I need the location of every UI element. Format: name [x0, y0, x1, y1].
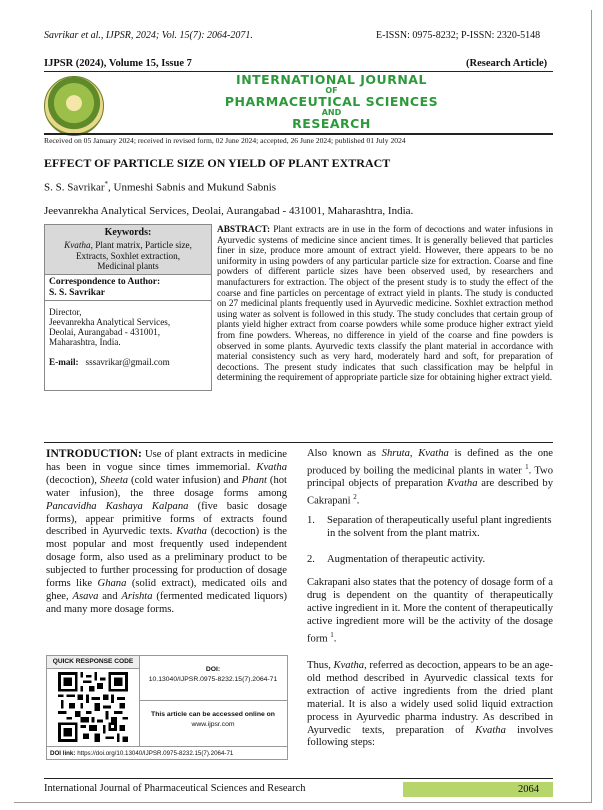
journal-logo-icon [44, 76, 104, 136]
footer-rule [44, 778, 553, 779]
doi-value: 10.13040/IJPSR.0975-8232.15(7).2064-71 [148, 676, 278, 683]
correspondence-address: Deolai, Aurangabad - 431001, [49, 327, 160, 338]
right-paragraph-1 [307, 448, 553, 509]
ref-2[interactable]: 2 [353, 493, 357, 502]
abstract-rule [44, 442, 553, 443]
page-number: 2064 [518, 784, 539, 795]
email-value[interactable]: sssavrikar@gmail.com [85, 356, 170, 367]
term-asava: Asava [72, 590, 99, 602]
correspondence-heading: Correspondence to Author: [45, 274, 211, 288]
qr-info-box [46, 655, 288, 760]
doi-link-label: DOI link: [50, 750, 76, 757]
intro-text-3: (cold water infusion) and [128, 474, 242, 486]
right-text-10: involves following steps: [307, 724, 553, 749]
list-item-2: Augmentation of therapeutic activity. [327, 554, 486, 565]
issue-label: IJPSR (2024), Volume 15, Issue 7 [44, 58, 192, 69]
keywords-line3: Medicinal plants [97, 261, 159, 271]
author-list [44, 180, 276, 194]
header-rule-bottom [44, 133, 553, 135]
right-text-6: Cakrapani also states that the potency of dosage form of a drug is dependent on the quantity of therapeutically active ingredient in it. More the content of therapeutically active ingredient more will be the activity of the dosage form [307, 577, 553, 645]
intro-text-2: (decoction), [46, 474, 100, 486]
abstract [217, 225, 553, 384]
term-kvatha-2: Kvatha [176, 526, 207, 538]
journal-banner-line2: OF [325, 86, 338, 95]
right-paragraph-3 [307, 660, 553, 750]
qr-cell [47, 668, 140, 746]
term-kvatha: Kvatha [256, 461, 287, 473]
correspondence-org: Jeevanrekha Analytical Services, [49, 316, 171, 327]
right-text-7: . [333, 633, 337, 645]
keywords-box [44, 224, 212, 391]
keyword-kvatha: Kvatha [64, 240, 91, 250]
access-url[interactable]: www.ijpsr.com [191, 721, 235, 728]
right-paragraph-2 [307, 577, 553, 646]
ref-1[interactable]: 1 [525, 462, 529, 471]
term-kvatha-3: Kvatha [446, 478, 478, 490]
email-label: E-mail: [49, 356, 79, 367]
doi-link-value[interactable]: https://doi.org/10.13040/IJPSR.0975-8232.15(7).2064-71 [77, 750, 234, 757]
right-text-8: Thus, [307, 660, 334, 671]
right-text-9: , referred as decoction, appears to be an age-old method described in Ayurvedic classical texts for extraction of active ingredients from the dried plant material. It is also a widely used solid liquid extraction process in Ayurvedic pharma industry. As described in Ayurvedic texts, preparation of [307, 660, 553, 736]
qr-access-cell [139, 700, 287, 746]
term-kvatha-5: Kvatha [475, 724, 506, 736]
right-text-4: are described by Cakrapani [307, 478, 553, 507]
running-issn: E-ISSN: 0975-8232; P-ISSN: 2320-5148 [376, 30, 541, 41]
introduction-label: INTRODUCTION: [46, 448, 142, 460]
affiliation: Jeevanrekha Analytical Services, Deolai, Aurangabad - 431001, Maharashtra, India. [44, 205, 414, 217]
right-text-5: . [356, 495, 360, 507]
keywords-list [45, 239, 211, 274]
qr-code-icon[interactable] [58, 672, 128, 742]
intro-text-5: (five basic dosage forms), appear primitive forms of extracts found described in Ayurvedic texts. [46, 500, 287, 538]
corresponding-mark: * [104, 180, 108, 188]
right-text-3: . Two principal objects of preparation [307, 465, 553, 490]
correspondence-name: S. S. Savrikar [45, 288, 211, 301]
running-citation: Savrikar et al., IJPSR, 2024; Vol. 15(7): 2064-2071. [44, 30, 253, 41]
right-text-2: is defined as the one produced by boiling the medicinal plants in water [307, 448, 554, 477]
intro-text-9: (fermented medicated liquors) and many more dosage forms. [46, 590, 287, 615]
intro-text-6: (decoction) is the most popular and most frequently used independent dosage form, also used as a preliminary product to be subjected to further processing for production of dosage forms like [46, 526, 287, 590]
journal-banner-line5: RESEARCH [292, 116, 371, 131]
list-item-1: Separation of therapeutically useful plant ingredients in the solvent from the plant matrix. [327, 515, 552, 539]
abstract-text: Plant extracts are in use in the form of decoctions and water infusions in Ayurvedic systems of medicine since ancient times. It is generally believed that particles finer in size, produce more amount of extract yield. However, there appears to be no uniformity in using powders of any particular particle size for extraction. Coarse and fine powders of different particle sizes have been observed used, by researchers and manufacturers for extraction. The object of the present study is to study the effect of the coarse and fine particles on percentage of extract yield in plants. The study is conducted on 27 medicinal plants frequently used in Ayurvedic medicine. Soxhlet extraction method using water as solvent is followed in this study. The study concludes that certain group of plants yield higher extract from coarse powders while some produce higher extract yield from fine powders. Whereas, no difference in yield of the coarse and fine powders is observed in some plants. Ayurvedic texts classify the plant material in accordance with material consistency such as very hard, moderately hard and soft, for preparation of decoctions. The present study indicates that such classification may be helpful in determining the requirement of appropriate particle size for obtaining higher extract yield. [217, 225, 553, 384]
intro-text-7: (solid extract), medicated oils and ghee, [46, 578, 287, 602]
author-first: S. S. Savrikar [44, 181, 105, 194]
list-number-1: 1. [307, 515, 315, 526]
right-text-1: Also known as [307, 448, 382, 459]
article-type: (Research Article) [466, 58, 548, 69]
list-number-2: 2. [307, 554, 315, 565]
journal-banner [110, 74, 553, 129]
article-title: EFFECT OF PARTICLE SIZE ON YIELD OF PLANT EXTRACT [44, 156, 391, 170]
received-dates: Received on 05 January 2024; received in revised form, 02 June 2024; accepted, 26 June 2024; published 01 July 2024 [44, 136, 406, 145]
introduction-paragraph [46, 448, 287, 617]
correspondence-role: Director, [49, 306, 82, 317]
qr-heading: QUICK RESPONSE CODE [47, 656, 140, 669]
keywords-line1: , Plant matrix, Particle size, [90, 240, 192, 250]
journal-banner-line4: AND [321, 108, 342, 117]
ref-3[interactable]: 1 [330, 630, 334, 639]
access-text: This article can be accessed online on [151, 711, 275, 718]
journal-banner-line1: INTERNATIONAL JOURNAL [236, 72, 427, 87]
term-pancavidha: Pancavidha Kashaya Kalpana [46, 500, 189, 512]
doi-label: DOI: [205, 666, 221, 673]
term-shruta: Shruta, Kvatha [381, 448, 449, 459]
footer-journal: International Journal of Pharmaceutical Sciences and Research [44, 783, 306, 794]
term-arishta: Arishta [121, 590, 153, 602]
qr-doi-link-row [47, 746, 287, 759]
correspondence-email [45, 357, 211, 367]
intro-text-1: Use of plant extracts in medicine has been in vogue since times immemorial. [46, 449, 287, 473]
correspondence-state: Maharashtra, India. [49, 337, 121, 348]
keywords-line2: Extracts, Soxhlet extraction, [75, 250, 181, 261]
term-phant: Phant [241, 474, 267, 486]
intro-text-4: (hot water infusion), the three dosage forms among [46, 474, 287, 499]
term-ghana: Ghana [97, 578, 127, 590]
page-number-box [403, 782, 553, 797]
term-sheeta: Sheeta [99, 474, 129, 486]
author-rest: , Unmeshi Sabnis and Mukund Sabnis [108, 181, 277, 194]
journal-banner-line3: PHARMACEUTICAL SCIENCES [224, 94, 439, 109]
intro-text-8: and [98, 590, 122, 602]
abstract-label: ABSTRACT: [217, 225, 271, 235]
term-kvatha-4: Kvatha [333, 660, 365, 671]
keywords-heading: Keywords: [45, 225, 211, 239]
qr-doi-cell [139, 656, 287, 701]
